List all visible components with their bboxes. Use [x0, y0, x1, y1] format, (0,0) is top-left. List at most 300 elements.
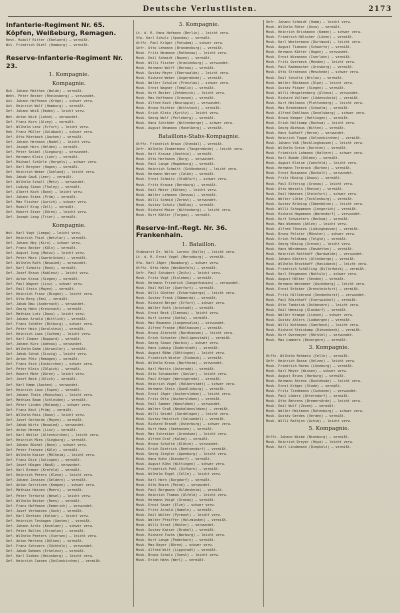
casualty-entry: Musk. Willi Ernst (Höxter) — verwundet. [136, 522, 216, 527]
casualty-entry: Musk. Heinrich Schmitt (Schönebeck) — leicht verw. [136, 167, 239, 172]
section-heading: 3. Kompagnie. [308, 345, 350, 351]
casualty-entry: Musk. Walter Roth (Arnstadt) — vermißt. [136, 305, 216, 310]
section-heading: 3. Kompagnie. [178, 22, 220, 28]
casualty-entry: Musk. Richard Maier (Wittenberg) — leicht verw. [136, 207, 232, 212]
casualty-entry: Musk. Erich Klein (Kyritz) — leicht verw. [136, 111, 220, 116]
casualty-entry: Musk. Hans Kuhn (Diesdorf) — vermißt. [136, 457, 212, 462]
casualty-entry: Musk. Max Baumann (Langensalza) — verwundet. [136, 321, 226, 326]
casualty-entry: Musk. Bruno Kemper (Hattingen) — vermißt. [266, 115, 350, 120]
casualty-entry: Musk. Friedrich Winter (Einbeck) — vermißt. [136, 356, 224, 361]
casualty-entry: Musk. Gustav Heinrich (Salzwedel) — vermißt. [136, 416, 226, 421]
casualty-entry: Gef. Heinrich Peters (Kleve) — leicht verw. [6, 473, 94, 478]
casualty-entry: Musk. Gustav Brüning (Ibbenbüren) — leicht verw. [266, 201, 364, 206]
casualty-entry: Musk. Willi Günther (Eckartsberga) — leicht verw. [136, 290, 237, 295]
casualty-entry: Gef. Peter Terhorst (Wesel) — leicht verw. [6, 493, 92, 498]
casualty-entry: Gef. Anton Kraus (Siegen) — vermißt. [6, 276, 80, 281]
casualty-entry: Musk. Emil Hemsing (Glandorf) — vermißt. [266, 307, 348, 312]
casualty-entry: Musk. Hermann Wennemer (Ascheberg) — leicht verw. [266, 282, 367, 287]
casualty-entry: Musk. August Neumann (Havelberg) — vermißt. [136, 126, 224, 131]
casualty-entry: Gef. Heinrich Laux (Eupen) — vermißt. [6, 387, 82, 392]
casualty-entry: Musk. Hermann Terbrack (Borken) — vermißt. [266, 166, 352, 171]
casualty-entry: Musk. Erich Schuster (Heiligenstadt) — vermißt. [136, 336, 232, 341]
casualty-entry: Musk. Karl Westermann (Dortmund) — leicht verw. [266, 40, 362, 45]
casualty-entry: Musk. Walter Schulze (Prenzlau) — schwer verw. [136, 81, 230, 86]
casualty-entry: Gef. Paul Wagner (Linz) — schwer verw. [6, 281, 84, 286]
casualty-entry: Musk. Ernst Beck (Ilmenau) — leicht verw. [136, 310, 220, 315]
casualty-entry: Gefr. Johann Schmidt (Hamm) — leicht verw. [266, 20, 352, 24]
casualty-entry: Musk. Willi Seidel (Gardelegen) — leicht verw. [136, 411, 230, 416]
casualty-entry: Musk. Heinrich Tappe (Gelsenkirchen) — vermißt. [266, 136, 362, 141]
casualty-entry: Gefr. Paul Schubert (Zeitz) — leicht verw. [136, 270, 222, 275]
casualty-entry: Gef. Johann Kurz (Adenau) — verwundet. [6, 342, 84, 347]
casualty-entry: Musk. Kurt Overmeyer (Hörstel) — verwundet. [266, 332, 354, 337]
casualty-entry: Gef. Hubert Mohr (Düren) — leicht verw. [6, 372, 86, 377]
casualty-entry: Musk. Gustav Gerdes (Verden) — vermißt. [266, 414, 346, 419]
entry-list [6, 38, 132, 48]
casualty-entry: Musk. Willi Kottmann (Saerbeck) — leicht verw. [266, 322, 360, 327]
casualty-entry: Gef. Peter Klein (Zülpich) — vermißt. [6, 367, 82, 372]
casualty-entry: Gef. Mathias Heinen (Moers) — vermißt. [6, 488, 84, 493]
casualty-entry: Musk. Emil Schulte (Brilon) — vermißt. [266, 75, 344, 80]
casualty-entry: Musk. Fritz Tiedemann (Cuxhaven) — verwundet. [266, 388, 358, 393]
casualty-entry: Musk. Max Schreiber (Arendsee) — leicht verw. [136, 432, 228, 437]
casualty-entry: Vfw. Karl Jäger (Naumburg) — schwer verw. [136, 260, 220, 265]
casualty-entry: Musk. Gustav Kaiser (Brakel) — vermißt. [136, 528, 216, 532]
casualty-entry: Musk. Heinrich Vogel (Halberstadt) — schwer verw. [136, 381, 237, 386]
entry-list [136, 31, 262, 132]
casualty-entry: Musk. Friedrich Hölscher (Lünen) — vermißt. [266, 35, 354, 40]
casualty-entry: Musk. August Bruns (Harburg) — vermißt. [266, 373, 346, 378]
casualty-entry: Musk. Hans Schröder (Wittenberge) — schwer verw. [136, 121, 234, 126]
casualty-entry: Gef. Peter Marx (Saarbrücken) — vermißt. [6, 256, 88, 261]
casualty-entry: Musk. Paul Lange (Magdeburg) — vermißt. [136, 162, 216, 167]
casualty-entry: Musk. Kurt Haas (Seehausen) — vermißt. [136, 427, 214, 432]
casualty-entry: Musk. Fritz Neumann (Rathenow) — leicht verw. [136, 50, 228, 55]
casualty-entry: Musk. Richard Hagemann (Warendorf) — verwundet. [266, 211, 362, 216]
casualty-entry: Musk. Paul Lüders (Otterndorf) — vermißt. [266, 393, 350, 398]
casualty-entry: Gef. Hermann Klein (Lohr) — vermißt. [6, 154, 80, 159]
casualty-entry: Gef. Heinrich Mies (Siegburg) — vermißt. [6, 438, 88, 443]
casualty-entry: Musk. Max Wiemann (Ahlen) — leicht verw. [266, 221, 348, 226]
casualty-entry: Musk. Walter Pfeiffer (Holzminden) — vermißt. [136, 517, 228, 522]
casualty-entry: Musk. Ernst Bussmann (Bocholt) — verwundet. [266, 171, 354, 176]
casualty-entry: Musk. Emil Sommer (Wanzleben) — verwundet. [136, 401, 222, 406]
column-right [266, 20, 392, 609]
casualty-entry: Gef. Jakob Schuh (Sinzig) — leicht verw. [6, 352, 88, 357]
casualty-entry: Gef. Mathias Lutz (Daun) — leicht verw. [6, 311, 86, 316]
casualty-entry: Musk. Otto Stratmann (Meschede) — schwer verw. [266, 70, 360, 75]
casualty-entry: Utffz. Paul Krüger (Potsdam) — schwer verw. [136, 40, 224, 45]
casualty-entry: Gef. Hubert Esser (Düren) — leicht verw. [6, 210, 88, 215]
casualty-entry: Musk. Gustav Pieper (Siegen) — vermißt. [266, 85, 346, 90]
entry-list [136, 142, 262, 218]
casualty-entry: Gef. Johann Theis (Monschau) — leicht verw. [6, 392, 94, 397]
casualty-entry: Gef. Josef Braun (Koblenz) — leicht verw. [6, 271, 90, 276]
casualty-entry: Musk. Alfred Tönnies (Lüdinghausen) — vermißt. [266, 226, 360, 231]
casualty-entry: Gef. Karl Bergner (Hagen) — vermißt. [6, 164, 80, 169]
casualty-entry: Gef. Wilhelm Reis (Daun) — leicht verw. [6, 412, 86, 417]
casualty-entry: Musk. Georg Wolf (Perleberg) — vermißt. [136, 116, 216, 121]
casualty-entry: Musk. Friedrich Lohmann (Haltern) — schwer verw. [266, 151, 364, 156]
casualty-entry: Musk. Georg Niehaus (Witten) — vermißt. [266, 125, 346, 130]
casualty-entry: Gef. Franz Korn (Alzey) — vermißt. [6, 119, 76, 124]
casualty-entry: Gef. Johann Ney (Kirn) — schwer verw. [6, 241, 82, 246]
casualty-entry: Gef. Jakob Dohmen (Erkelenz) — vermißt. [6, 549, 86, 554]
casualty-entry: Musk. August Böhm (Göttingen) — leicht verw. [136, 351, 226, 356]
casualty-entry: Rest. Rudolf Ritter (Ebelwerd) — vermißt. [6, 38, 90, 42]
casualty-entry: Musk. Max Bredenbeck (Schwelm) — vermißt. [266, 105, 350, 110]
casualty-entry: Musk. Georg Hüsing (Greven) — leicht verw. [266, 242, 352, 247]
entry-list [266, 20, 392, 343]
casualty-entry: Gef. Mathias Baum (Schleiden) — vermißt. [6, 397, 88, 402]
casualty-entry: Musk. Richard Fuchs (Warburg) — leicht verw. [136, 533, 226, 538]
regiment-heading: Reserve-Inf.-Regt. Nr. 36. Frankenhain. [136, 223, 228, 240]
section-heading: Bataillons-Stabs-Kompagnie. [158, 133, 240, 140]
casualty-entry: Musk. Otto Hartmann (Burg) — verwundet. [136, 157, 216, 162]
casualty-entry: Musk. Walter Groß (Neuhaldensleben) — vermißt. [136, 406, 230, 411]
casualty-entry: Gef. Heinrich Coenen (Geilenkirchen) — vermißt. [6, 559, 102, 564]
entry-list [266, 435, 392, 450]
casualty-entry: Gef. Anton Mertens (Dülken) — vermißt. [6, 538, 84, 543]
casualty-entry: Musk. Fritz Krause (Bernburg) — vermißt. [136, 182, 218, 187]
casualty-entry: Gef. Otto Berg (Ems) — vermißt. [6, 296, 70, 301]
casualty-entry: Musk. Hermann Werner (Calbe) — vermißt. [136, 172, 216, 177]
casualty-entry: Musk. Georg Ziegler (Apenburg) — leicht verw. [136, 452, 228, 457]
casualty-entry: Gefr. Otto Lehmann (Brandenburg) — vermißt. [136, 45, 224, 50]
casualty-entry: Gef. Anton Gerritzen (Kempen) — schwer verw. [6, 483, 96, 488]
casualty-entry: Musk. August Hölker (Senden) — vermißt. [266, 277, 346, 282]
casualty-entry: Utffz. Friedrich Braun (Stendal) — vermißt. [136, 142, 224, 147]
casualty-entry: Gef. Franz Hoffmann (Emmerich) — verwundet. [6, 503, 94, 508]
casualty-entry: Gef. Joseph Lang (Trier) — vermißt. [6, 215, 78, 220]
casualty-entry: Musk. Richard Brandt (Osterburg) — schwer verw. [136, 422, 232, 427]
casualty-entry: Musk. Ernst Kröger (Stade) — vermißt. [266, 383, 342, 388]
casualty-entry: Musk. August Kleine (Coesfeld) — leicht verw. [266, 161, 358, 166]
casualty-entry: Aut. Johann Hoffmann (Kröge) — schwer verw. [6, 99, 94, 104]
section-heading: Kompagnie. [52, 222, 86, 229]
casualty-entry: Musk. Fritz Hillebrand (Sendenhorst) — verwundet. [266, 292, 367, 297]
casualty-entry: Gef. Ludwig Simon (Tholey) — vermißt. [6, 185, 82, 190]
regiment-heading: Infanterie-Regiment Nr. 65. Köpfen, Weißeburg, Remagen. [6, 21, 117, 37]
casualty-entry: Musk. Karl Lindemann (Diepholz) — vermißt. [266, 444, 352, 449]
casualty-entry: Wet. Anton Wick (Lohne) — verwundet. [6, 114, 80, 119]
casualty-entry: Musk. Walter Krampe (Lienen) — schwer verw. [266, 312, 354, 317]
casualty-entry: Gef. Josef Verhoeven (Goch) — vermißt. [6, 508, 84, 513]
casualty-entry: Musk. Paul Krüger (Wernigerode) — vermißt. [136, 376, 222, 381]
casualty-entry: Gefr. Heinrich Bosse (Uelzen) — leicht verw. [266, 358, 356, 363]
entry-list [266, 354, 392, 425]
casualty-entry: Musk. Hermann Stein (Quedlinburg) — vermißt. [136, 386, 226, 391]
casualty-entry: Gef. Georg Hahn (Kreuznach) — vermißt. [6, 306, 84, 311]
casualty-entry: Musk. Willi Rathjen (Achim) — leicht verw. [266, 419, 352, 424]
section-heading: 1. Bataillon. [181, 241, 217, 248]
section-heading: 1. Kompagnie. [48, 72, 90, 79]
casualty-entry: Musk. Hermann Friedrich (Sangerhausen) — verwundet. [136, 280, 241, 285]
casualty-entry: Musk. Alfred Franke (Mühlhausen) — vermißt. [136, 326, 224, 331]
casualty-entry: Musk. Max Lammers (Bevergern) — vermißt. [266, 337, 348, 342]
casualty-entry: Musk. Emil Wulf (Zeven) — vermißt. [266, 404, 336, 409]
casualty-entry: Vfw. Karl Schulz (Spandau) — vermißt. [136, 35, 212, 40]
casualty-entry: Musk. Willi Schmid (Zerbst) — verwundet. [136, 197, 218, 202]
casualty-entry: Musk. Ernst Sauer (Elze) — schwer verw. [136, 502, 216, 507]
casualty-entry: Weht. Peter Becker (Rheinsberg) — verwundet. [6, 94, 96, 99]
casualty-entry: Musk. Bruno Pelster (Münster) — schwer verw. [266, 231, 356, 236]
casualty-entry: Musk. Hermann Ahrens (Buxtehude) — leicht verw. [266, 378, 362, 383]
casualty-entry: Gef. Jakob Nau (Andernach) — verwundet. [6, 301, 86, 306]
casualty-entry: Musk. Gustav Meyer (Eberswalde) — leicht verw. [136, 70, 230, 75]
casualty-entry: Gef. Franz Becker (Köln) — vermißt. [6, 246, 78, 251]
casualty-entry: Musk. Hermann Kötter (Hagen) — verwundet. [266, 50, 350, 55]
casualty-entry: Musk. Richard Vollmer (Lüdenscheid) — vermißt. [266, 95, 360, 100]
casualty-entry: Gef. Josef Beck (Jülich) — vermißt. [6, 377, 78, 382]
casualty-entry: Musk. Heinrich Dreyer (Hoya) — leicht verw. [266, 439, 354, 444]
casualty-entry: Musk. Erich Dietrich (Beetzendorf) — vermißt. [136, 447, 228, 452]
casualty-entry: Musk. Emil Meier (Köthen) — leicht verw. [136, 187, 218, 192]
casualty-entry: Musk. Kurt Köhler (Torgau) — vermißt. [136, 212, 212, 217]
casualty-entry: Gef. Heinrich Tenhagen (Xanten) — vermißt. [6, 518, 92, 523]
casualty-entry: Musk. Kurt Lorenz (Gotha) — vermißt. [136, 316, 210, 321]
casualty-entry: Gef. Wilhelm Roth (Neuwied) — verwundet. [6, 261, 88, 266]
casualty-entry: Gef. Franz Dick (Solingen) — vermißt. [6, 458, 82, 463]
casualty-entry: Gef. Franz Esch (Euskirchen) — schwer verw. [6, 362, 94, 367]
casualty-entry: Gef. Anton Hermes (Linz) — vermißt. [6, 427, 78, 432]
casualty-entry: Musk. Gustav Frank (Sömmerda) — vermißt. [136, 295, 218, 300]
casualty-entry: Rek. Jakob Gauß (Leer) — vermißt. [6, 175, 74, 180]
casualty-entry: Musk. August Tiemann (Schwerte) — vermißt. [266, 45, 352, 50]
casualty-entry: Musk. Karl Budde (Dülmen) — vermißt. [266, 156, 340, 161]
casualty-entry: Musk. Bruno Richter (Wittstock) — vermißt. [136, 106, 222, 111]
casualty-entry: Gef. Franz Schäfer (Bitburg) — schwer verw. [6, 321, 94, 326]
casualty-entry: Musk. Willi Hengstenberg (Altena) — verwundet. [266, 90, 360, 95]
casualty-entry: Musk. Fritz Hüning (Ahaus) — vermißt. [266, 176, 342, 181]
casualty-entry: Musk. Heinrich Rotthoff (Nordwalde) — verwundet. [266, 252, 364, 257]
casualty-entry: Musk. Hermann Wolff (Bernau) — vermißt. [136, 65, 216, 70]
casualty-entry: Wst. Karl Vogt (Lemgo) — leicht verw. [6, 231, 82, 236]
casualty-entry: Musk. Friedrich Pohl (Gifhorn) — vermißt. [136, 467, 220, 472]
casualty-entry: Musk. Wilhelm Kraus (Northeim) — verwundet. [136, 361, 224, 366]
casualty-entry: Utffz. Otto Hahn (Weißenfels) — vermißt. [136, 265, 218, 270]
casualty-entry: Utffz. Johann Wiebe (Nienburg) — vermißt. [266, 434, 350, 439]
casualty-entry: Gef. Johann Eckes (Prüm) — vermißt. [6, 195, 78, 200]
casualty-entry: Gef. August Jung (Mainz) — leicht verw. [6, 251, 86, 256]
casualty-entry: Gef. Wilhelm Peeters (Viersen) — leicht verw. [6, 533, 98, 538]
casualty-entry: Gef. Johann Hermann (Nadel) — leicht verw. [6, 139, 92, 144]
casualty-entry: Gef. Wilhelm Lenz (Erfurt) — leicht verw. [6, 124, 90, 129]
casualty-entry: Musk. Alfred Dahlhaus (Gevelsberg) — schwer verw. [266, 110, 367, 115]
casualty-entry: Musk. Kurt Heilmann (Plettenberg) — leicht verw. [266, 100, 364, 105]
casualty-entry: Musk. Paul Rüschhoff (Everswinkel) — vermißt. [266, 297, 358, 302]
casualty-entry: Musk. Otto Schumacher (Goslar) — leicht verw. [136, 371, 228, 376]
casualty-entry: Musk. Ernst Wiesmann (Iserlohn) — vermißt. [266, 55, 352, 60]
casualty-entry: Gef. Wilhelm Becker (Rees) — vermißt. [6, 498, 82, 503]
casualty-entry: Musk. Erich Hahn (Werl) — vermißt. [136, 558, 206, 563]
casualty-entry: Gef. Wilhelm Dahm (Ahrweiler) — vermißt. [6, 347, 88, 352]
casualty-entry: Gef. Johann Büchel (Bonn) — schwer verw. [6, 443, 88, 448]
casualty-entry: Gef. Karl Hamm (Aachen) — verwundet. [6, 382, 80, 387]
entry-list [136, 250, 262, 563]
casualty-entry: Utffz. Wilhelm Rehbein (Celle) — vermißt. [266, 353, 350, 358]
casualty-entry: Gef. Anton Pütz (Remagen) — vermißt. [6, 357, 80, 362]
casualty-entry: Gef. Jakob Wirtz (Neuwied) — verwundet. [6, 422, 86, 427]
casualty-entry: Musk. Walter Heitmann (Rotenburg) — schwer verw. [266, 409, 364, 414]
casualty-entry: Musk. Willi Schoppmann (Lengerich) — vermißt. [266, 206, 358, 211]
casualty-entry: Musk. Walter Lütke (Tecklenburg) — vermißt. [266, 196, 354, 201]
section-heading: Kompagnie. [52, 80, 86, 87]
casualty-entry: Musk. Emil Keller (Querfurt) — vermißt. [136, 285, 216, 290]
casualty-entry: Musk. Friedrich Harms (Lüneburg) — vermißt. [266, 363, 354, 368]
column-left [6, 20, 132, 609]
casualty-entry: Musk. Erich Holtkamp (Bochum) — leicht verw. [266, 120, 356, 125]
casualty-entry: Musk. Otto Wessels (Rheine) — vermißt. [266, 186, 344, 191]
casualty-entry: Musk. Wilhelm Rüter (Unna) — vermißt. [266, 25, 342, 30]
casualty-entry: Musk. Richard Steinkamp (Riesenbeck) — vermißt. [266, 327, 362, 332]
casualty-entry: Musk. Ernst Wagner (Templin) — vermißt. [136, 86, 216, 91]
casualty-entry: Musk. Fritz Vogt (Eisleben) — vermißt. [136, 275, 214, 280]
casualty-entry: Gef. Heinrich Franz (Bingen) — leicht verw. [6, 291, 94, 296]
entry-list [6, 231, 132, 564]
casualty-entry: Musk. Johann Voß (Recklinghausen) — leicht verw. [266, 141, 364, 146]
casualty-entry: Musk. Hans Ludwig (Duderstadt) — vermißt. [136, 346, 220, 351]
casualty-entry: Musk. Paul Elfering (Gronau) — leicht verw. [266, 181, 354, 186]
casualty-entry: Gef. Peter Bollen (Straelen) — vermißt. [6, 528, 86, 533]
casualty-entry: Musk. Kurt Schwieters (Beckum) — vermißt. [266, 216, 350, 221]
casualty-entry: Wit. Friedrich Dietl (Hamburg) — vermißt. [6, 43, 90, 48]
casualty-entry: Gef. Karl Derksen (Kalkar) — leicht verw. [6, 513, 90, 518]
casualty-entry: Gef. Karl Sieben (Heinsberg) — leicht verw. [6, 554, 94, 559]
casualty-entry: Gef. Johann Arnold (Wittlich) — vermißt. [6, 316, 88, 321]
casualty-entry: Musk. Max Beyer (Büren) — schwer verw. [136, 543, 214, 548]
casualty-entry: Gef. Heinrich Weber (Sohland) — leicht verw. [6, 170, 96, 175]
casualty-entry: Aut. Heinrich Wolf (Homburg) — vermißt. [6, 104, 86, 109]
casualty-entry: Musk. Heinrich Thomas (Alfeld) — leicht verw. [136, 492, 228, 497]
casualty-entry: Musk. Kurt Lange (Paderborn) — vermißt. [136, 538, 216, 543]
casualty-entry: Gef. Emil Stein (Mayen) — vermißt. [6, 286, 76, 291]
column-divider [263, 20, 264, 607]
casualty-entry: Musk. Wilhelm Greve (Dorsten) — vermißt. [266, 146, 348, 151]
casualty-entry: Gefr. Wilhelm Zimmermann (Tangermünde) — leicht verw. [136, 147, 245, 152]
casualty-entry: Musk. Georg Simon (Worbis) — schwer verw. [136, 341, 220, 346]
casualty-entry: Musk. Walter Lehmann (Dessau) — vermißt. [136, 192, 218, 197]
casualty-entry: Gef. Wilhelm Kaiser (Mülheim) — leicht verw. [6, 453, 96, 458]
casualty-entry: Musk. Ernst Bröcker (Drensteinfurt) — vermißt. [266, 287, 360, 292]
page-title: Deutsche Verlustlisten. [142, 4, 258, 13]
casualty-entry: Gef. Josef Hüsgen (Neuß) — verwundet. [6, 463, 82, 468]
casualty-entry: Gef. Wilhelm Scholl (Metz) — verwundet. [6, 180, 86, 185]
page-number: 2173 [368, 4, 392, 13]
casualty-entry: Musk. Heinrich Brinkmann (Kamen) — schwer verw. [266, 30, 362, 35]
casualty-entry: Stabsarzt Dr. Wilh. Lorenz (Halle) — leicht verw. [136, 250, 237, 255]
casualty-entry: Musk. Kurt Becker (Zehdenick) — leicht verw. [136, 91, 226, 96]
casualty-entry: Gef. Otto Mierbach (Aachen) — vermißt. [6, 134, 84, 139]
casualty-entry: Musk. Emil Hakenes (Steinfurt) — schwer verw. [266, 191, 358, 196]
casualty-entry: Musk. Ernst Schmitz (Staßfurt) — schwer verw. [136, 177, 228, 182]
page-header [8, 2, 392, 17]
casualty-entry: Musk. August Kühn (Wittingen) — schwer verw. [136, 462, 226, 467]
casualty-entry: Musk. Johann Kösters (Altenberge) — vermißt. [266, 257, 356, 262]
casualty-entry: Musk. Bruno Albrecht (Nordhausen) — leicht verw. [136, 331, 234, 336]
entry-list [6, 89, 132, 220]
casualty-entry: Musk. Hans Sudhoff (Herne) — verwundet. [266, 131, 346, 136]
casualty-entry: Musk. Karl Horn (Burgdorf) — vermißt. [136, 477, 212, 482]
casualty-entry: Musk. Karl Martin (Osterode) — vermißt. [136, 366, 216, 371]
casualty-entry: Gef. Peter Seibel (Siegburg) — verwundet. [6, 149, 90, 154]
casualty-entry: Musk. Alfred Koch (Neuruppin) — verwundet. [136, 101, 222, 106]
casualty-entry: Gef. Karl Schmitz (Bonn) — vermißt. [6, 266, 78, 271]
casualty-entry: Musk. Otto Behrens (Bremervörde) — leicht verw. [266, 399, 362, 404]
casualty-entry: Musk. Max Hoffmann (Gransee) — vermißt. [136, 96, 216, 101]
casualty-entry: Musk. Alfred Witt (Lippstadt) — vermißt. [136, 548, 218, 553]
casualty-entry: Musk. Bruno Schulte (Klötze) — verwundet. [136, 442, 220, 447]
casualty-entry: Bch. Johann Matthes (Walde) — vermißt. [6, 89, 84, 94]
section-heading: 5. Kompagnie. [308, 426, 350, 433]
regiment-heading: Reserve-Infanterie-Regiment Nr. 23. [6, 54, 123, 70]
casualty-entry: Musk. Gustav Schulz (Roßlau) — vermißt. [136, 202, 216, 207]
casualty-entry: Musk. Fritz Arnold (Hameln) — vermißt. [136, 507, 214, 512]
casualty-entry: Musk. Richard Berger (Erfurt) — schwer verw. [136, 300, 226, 305]
casualty-entry: Musk. Paul Rademacher (Arnsberg) — vermißt. [266, 65, 354, 70]
casualty-entry: Gef. Karl Bremer (Krefeld) — vermißt. [6, 468, 82, 473]
casualty-entry: Musk. Alfred Graf (Kalbe) — vermißt. [136, 437, 210, 442]
casualty-entry: Gef. Heinrich Loos (Cochem) — leicht verw. [6, 332, 92, 337]
casualty-entry: Lt. d. R. Ernst Vogel (Merseburg) — vermißt. [136, 255, 226, 260]
casualty-entry: Gef. Josef Gerhards (Mayen) — vermißt. [6, 417, 84, 422]
casualty-entry: Musk. Karl Krause (Genthin) — vermißt. [136, 152, 214, 157]
casualty-entry: Gef. Peter Franzen (Köln) — vermißt. [6, 448, 80, 453]
casualty-entry: Musk. Otto Busch (Peine) — verwundet. [136, 482, 212, 487]
casualty-entry: Musk. Wilhelm Brockhoff (Havixbeck) — leicht verw. [266, 262, 369, 267]
casualty-entry: Gef. Johann Janssen (Geldern) — vermißt. [6, 478, 88, 483]
casualty-entry: Musk. Karl Meyer (Winsen) — schwer verw. [266, 368, 348, 373]
casualty-entry: Gef. Johann Arntz (Kevelaer) — schwer verw. [6, 523, 94, 528]
column-middle [136, 20, 262, 609]
casualty-entry: Musk. Hermann Voigt (Gronau) — vermißt. [136, 497, 216, 502]
casualty-entry: Musk. Richard Weber (Angermünde) — vermißt. [136, 76, 224, 81]
casualty-entry: Gef. Albert Koch (Bonn) — leicht verw. [6, 190, 84, 195]
casualty-entry: Musk. Emil Wolter (Pyrmont) — leicht verw. [136, 512, 222, 517]
casualty-entry: Musk. Hans Wördemann (Emsdetten) — vermißt. [266, 247, 354, 252]
casualty-entry: Gef. Max Fischer (Aurich) — schwer verw. [6, 200, 88, 205]
casualty-entry: Musk. Emil Schmidt (Nauen) — vermißt. [136, 55, 212, 60]
casualty-entry: Musk. Walter Böckmann (Olpe) — leicht verw. [266, 80, 354, 85]
casualty-entry: Musk. Karl Stegemann (Nottuln) — schwer verw. [266, 272, 358, 277]
casualty-entry: Musk. Paul Bergmann (Hildesheim) — vermißt. [136, 487, 224, 492]
casualty-entry: Gef. Karl Weiler (Altenkirchen) — leicht verw. [6, 432, 100, 437]
casualty-entry: Musk. Erich Feldkamp (Telgte) — vermißt. [266, 237, 348, 242]
casualty-entry: Musk. Wilhelm Engel (Celle) — leicht verw. [136, 472, 222, 477]
casualty-entry: Musk. Gustav Ahlers (Ladbergen) — vermißt. [266, 317, 352, 322]
casualty-entry: Musk. Otto Tombrink (Ostbevern) — leicht verw. [266, 302, 360, 307]
casualty-entry: Musk. Bruno Scholz (Soest) — leicht verw. [136, 553, 220, 558]
casualty-entry: Musk. Friedrich Schölling (Billerbeck) — vermißt. [266, 267, 367, 272]
casualty-entry: Gef. Johann Weiß (Emden) — leicht verw. [6, 109, 86, 114]
casualty-entry: Lt. d. R. Hans Hofmann (Berlin) — leicht verw. [136, 30, 230, 35]
casualty-entry: Musk. Fritz Overbeck (Menden) — leicht verw. [266, 60, 356, 65]
casualty-entry: Musk. Fritz Otto (Oschersleben) — vermißt. [136, 396, 222, 401]
casualty-entry: Gef. Franz Keul (Prüm) — vermißt. [6, 407, 74, 412]
casualty-entry: Musk. Willi Fischer (Oranienburg) — verwundet. [136, 60, 230, 65]
casualty-entry: Gef. Michael Schürle (Hergels) — schwer verw. [6, 159, 98, 164]
casualty-entry: Rek. Franz Müller (Goldbach) — schwer verw. [6, 129, 94, 134]
casualty-entry: Gef. Peter Hein (Gerolstein) — vermißt. [6, 326, 86, 331]
casualty-entry: Gef. Karl Zimmer (Boppard) — vermißt. [6, 337, 82, 342]
column-divider [133, 20, 134, 607]
casualty-entry: Gef. Franz Schroers (Süchteln) — verwundet. [6, 544, 94, 548]
casualty-entry: Gef. Heinrich Thiel (Wetzlar) — vermißt. [6, 236, 88, 241]
casualty-entry: Musk. Ernst Jäger (Aschersleben) — leicht verw. [136, 391, 232, 396]
casualty-entry: Gef. Peter Linden (Malmedy) — schwer verw. [6, 402, 92, 407]
casualty-entry: Gef. Rudolf Krug (Zell) — vermißt. [6, 205, 76, 210]
casualty-entry: Gef. Joseph Horn (Helden) — vermißt. [6, 144, 80, 149]
